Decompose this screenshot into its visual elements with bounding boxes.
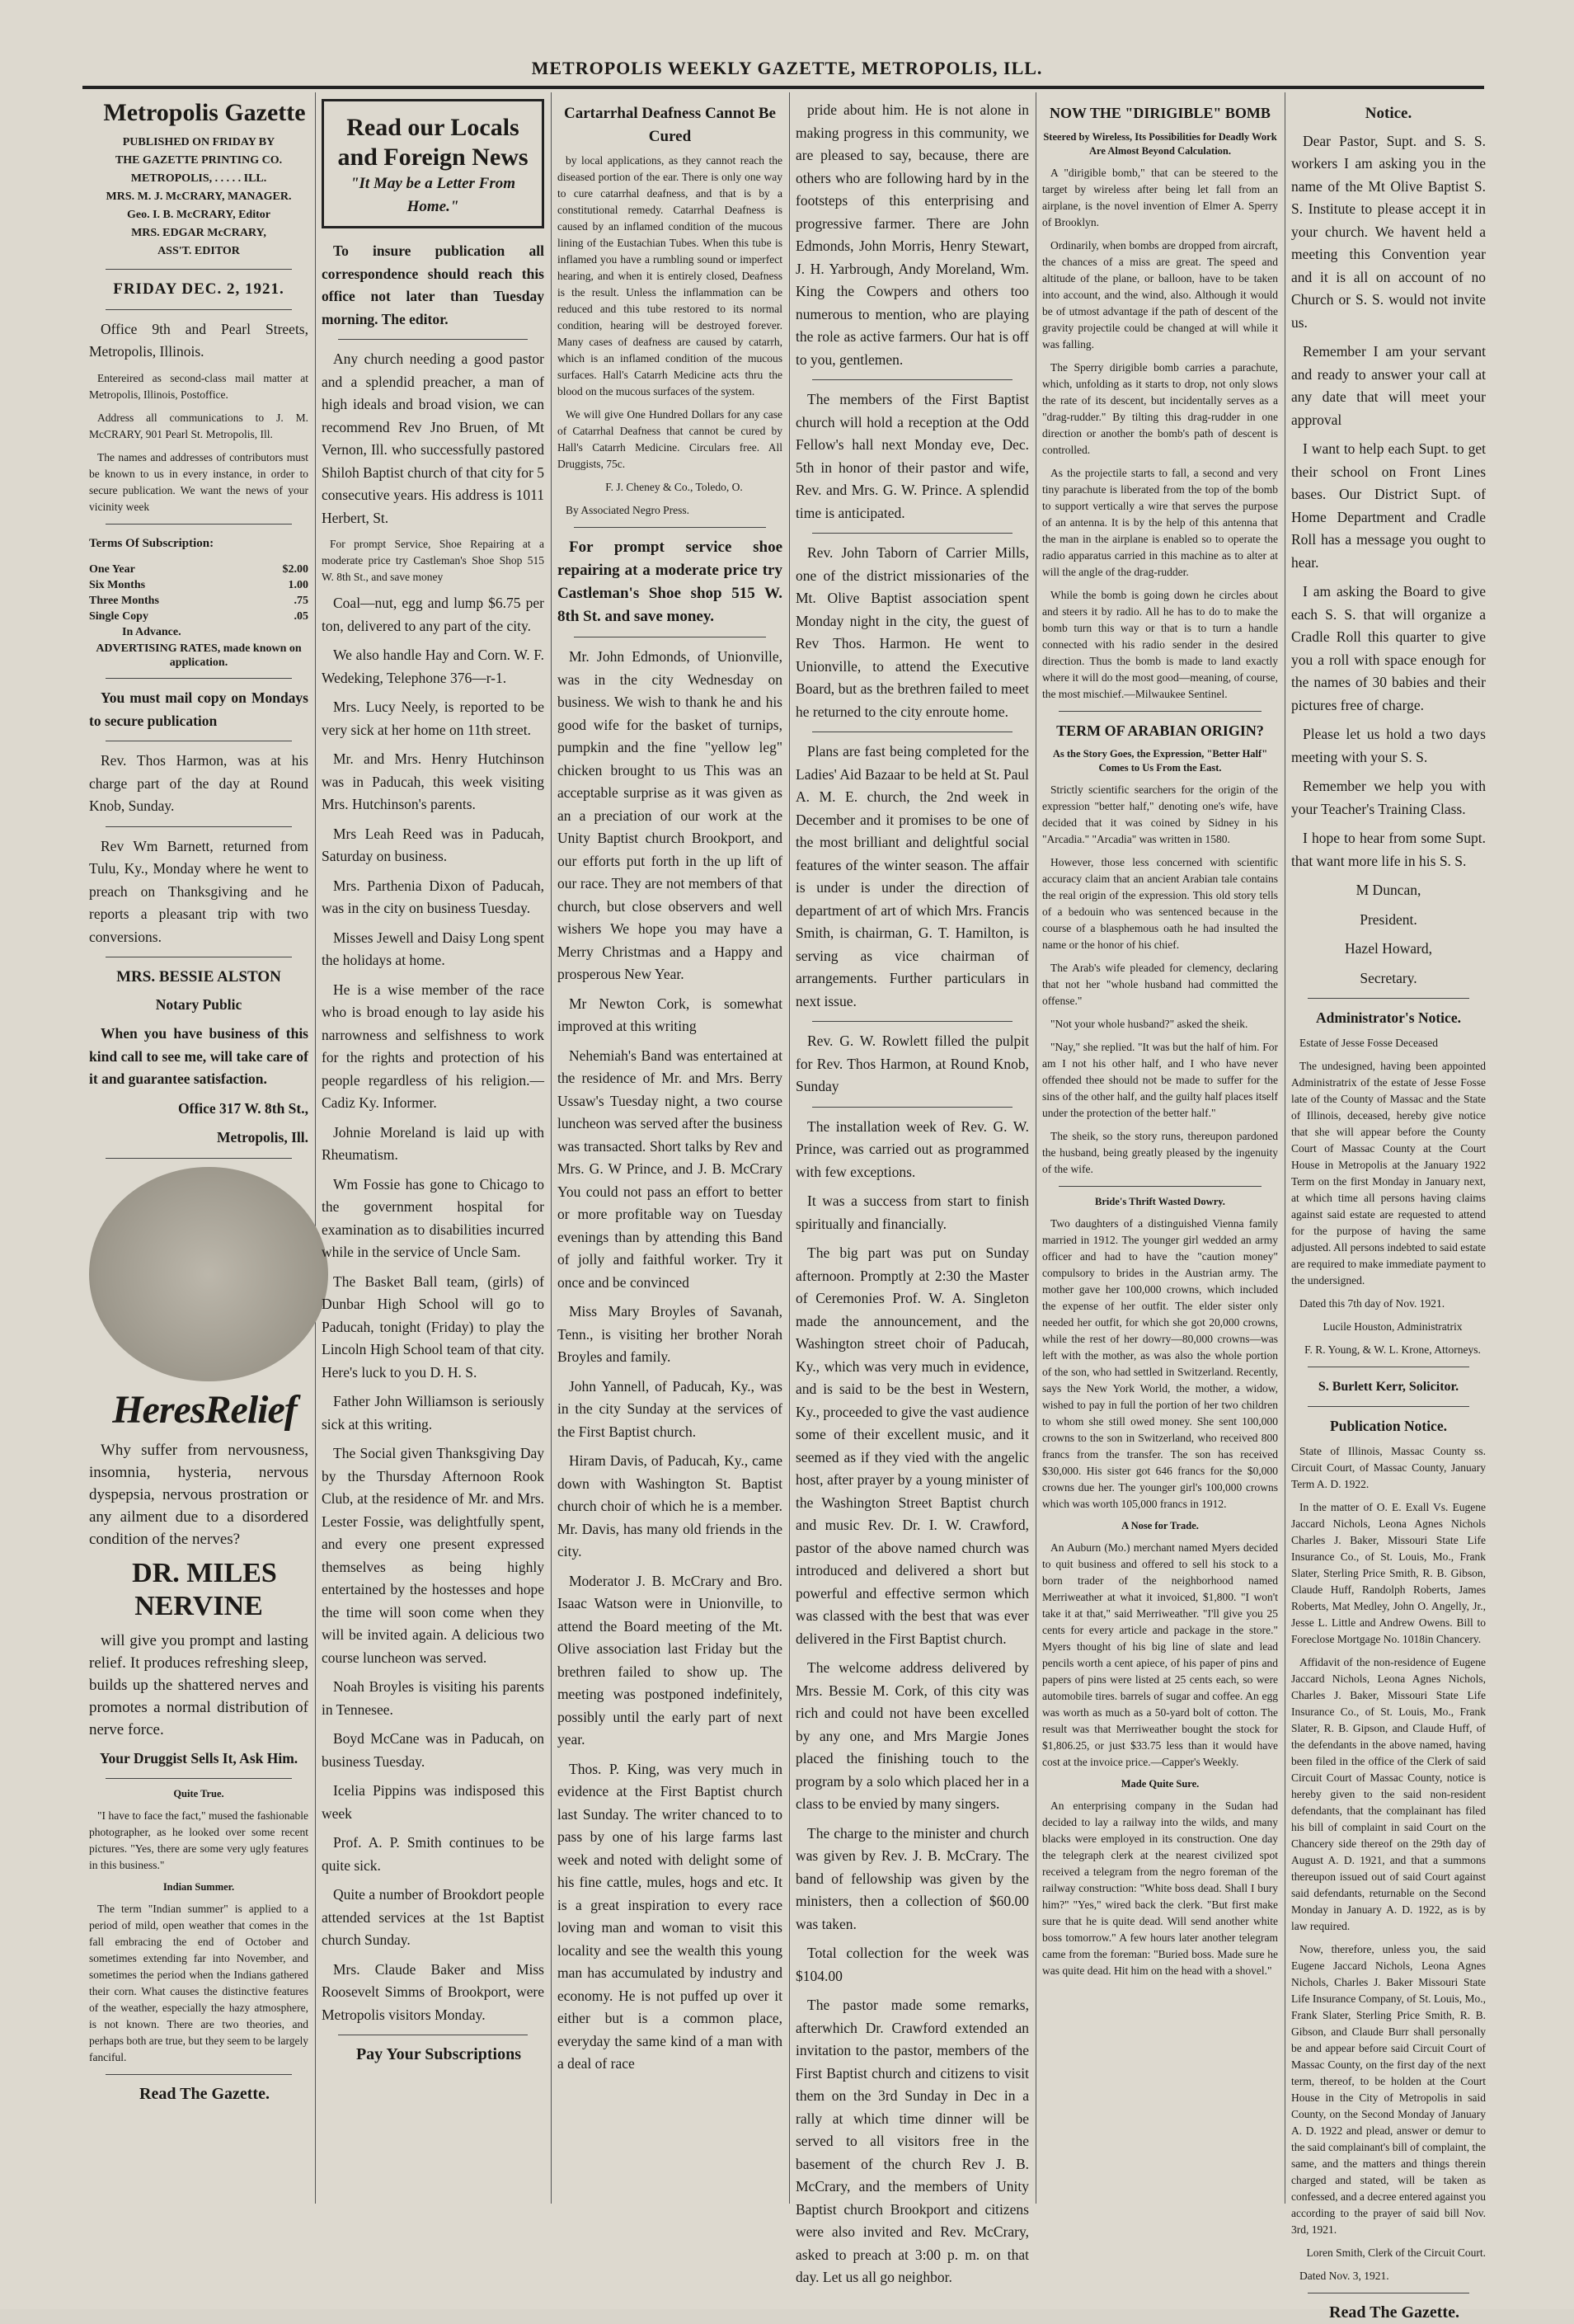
subscription-table: [89, 562, 308, 640]
divider: [106, 269, 292, 270]
publisher-line: ASS'T. EDITOR: [89, 242, 308, 261]
notice-headline: Notice.: [1291, 102, 1486, 125]
catarrh-offer: We will give One Hundred Dollars for any case of Catarrhal Deafness that cannot be cured by Hall's Catarrh Medicine. Circulars free. All Druggists, 75c.: [557, 407, 782, 473]
notary-text: When you have business of this kind call to see me, will take care of it and guarantee satisfaction.: [89, 1023, 308, 1091]
footer-slogan: Read The Gazette.: [1291, 2302, 1486, 2324]
article-paragraph: Two daughters of a distinguished Vienna family married in 1912. The younger girl wedded an army officer and had to have the "caution money" compulsory to brides in the Austrian army. The mother gave her 100,000 crowns, which included the expense of her outfit. The elder sister only needed her outfit, for which she got 20,000 crowns, while the rest of her dowry—80,000 crowns—was left with the mother, as was also the whole portion of the son, who had settled in Switzerland. Recently, says the New York World, the mother, a widow, wished to pay in full the portion of her two children to whom she still owed money. She sent 100,000 crowns to the son in Switzerland, who received 800 francs from the transfer. The son has received $30,000. His sister got 646 francs for the $0,000 crowns due her. The younger girl's 100,000 crowns which was worth 105,000 francs in 1912.: [1042, 1216, 1278, 1512]
divider: [1308, 1406, 1469, 1407]
column-6: [1291, 99, 1486, 2210]
local-item: The Social given Thanksgiving Day by the Thursday Afternoon Rook Club, at the residence of Mr. and Mrs. Lester Fossie, was delightfully spent, and every one present expressed themselves as being highly entertained by the hostesses and hope the time will soon come when they will be invited again. A delicious two course luncheon was served.: [322, 1442, 544, 1669]
locals-banner: [322, 99, 544, 228]
admin-signature: Lucile Houston, Administratrix: [1291, 1319, 1486, 1335]
divider: [812, 1107, 1013, 1108]
local-item: Moderator J. B. McCrary and Bro. Isaac Watson were in Unionville, to attend the Board meeting of the Mt. Olive association last Friday but the brethren failed to show up. The meeting was postponed indefinitely, possibly until the early part of next year.: [557, 1570, 782, 1752]
local-item: The members of the First Baptist church will hold a reception at the Odd Fellow's hall next Monday eve, Dec. 5th in honor of their pastor and wife, Rev. and Mrs. G. W. Prince. A splendid time is anticipated.: [796, 388, 1029, 525]
masthead-rule: [82, 86, 1484, 89]
local-item: Coal—nut, egg and lump $6.75 per ton, delivered to any part of the city.: [322, 592, 544, 637]
local-item: He is a wise member of the race who is broad enough to lay aside his narrowness and selfishness to work for the rights and protection of his people regardless of his religion.—Cadiz Ky. Informer.: [322, 979, 544, 1115]
term-label: Three Months: [89, 593, 159, 609]
local-item: For prompt Service, Shoe Repairing at a moderate price try Castleman's Shoe Shop 515 W. 8th St., and save money: [322, 536, 544, 586]
publisher-line: MRS. EDGAR McCRARY,: [89, 224, 308, 242]
local-item: The Basket Ball team, (girls) of Dunbar High School will go to Paducah, tonight (Friday) to play the Lincoln High School team of that city. Here's luck to you D. H. S.: [322, 1271, 544, 1385]
column-5: [1042, 99, 1278, 2210]
local-item: We also handle Hay and Corn. W. F. Wedeking, Telephone 376—r-1.: [322, 644, 544, 689]
divider: [1308, 998, 1469, 999]
column-divider: [789, 92, 790, 2204]
quite-true-title: Quite True.: [89, 1787, 308, 1801]
local-item: Mr. John Edmonds, of Unionville, was in the city Wednesday on business. We wish to thank he and his good wife for the basket of turnips, pumpkin and the fine "yellow leg" chicken brought to us This was an acceptable surprise as it was given as an a preciation of our work at the Unity Baptist church Brookport, and our efforts put forth in the up lift of our race. They are not members of that church, but close observers and well wishers We hope you may have a Merry Christmas and a Happy and prosperous New Year.: [557, 646, 782, 986]
divider: [106, 1158, 292, 1159]
notice-paragraph: I hope to hear from some Supt. that want more life in his S. S.: [1291, 827, 1486, 873]
subscription-row: [89, 593, 308, 609]
notice-paragraph: I am asking the Board to give each S. S. that will organize a Cradle Roll this quarter to give you a roll with space enough for the names of 30 babies and their pictures free of charge.: [1291, 581, 1486, 717]
divider: [574, 527, 766, 528]
office-address: Office 9th and Pearl Streets, Metropolis, Illinois.: [89, 318, 308, 364]
article-paragraph: Strictly scientific searchers for the origin of the expression "better half," denoting one's wife, have decided that it was coined by Sidney in his "Arcadia." "Arcadia" was written in 1580.: [1042, 782, 1278, 848]
local-item: Rev. John Taborn of Carrier Mills, one of the district missionaries of the Mt. Olive Baptist association spent Monday night in the city, the guest of Rev Thos. Harmon. He went to Unionville, to attend the Executive Board, but as the brethren failed to meet he returned to the city enroute home.: [796, 542, 1029, 723]
banner-subtitle: "It May be a Letter From Home.": [332, 172, 533, 218]
signature-line: President.: [1291, 909, 1486, 932]
local-item: The charge to the minister and church was given by Rev. J. B. McCrary. The band of fellowship was given by the ministers, then a collection of $60.00 was taken.: [796, 1823, 1029, 1936]
notary-city: Metropolis, Ill.: [89, 1127, 308, 1150]
estate-line: Estate of Jesse Fosse Deceased: [1291, 1035, 1486, 1051]
article-paragraph: The Arab's wife pleaded for clemency, declaring that not her "whole husband had committed the offense.": [1042, 960, 1278, 1009]
entered-note: Entereired as second-class mail matter at Metropolis, Illinois, Postoffice.: [89, 370, 308, 403]
local-item: Johnie Moreland is laid up with Rheumatism.: [322, 1122, 544, 1167]
local-item: Father John Williamson is seriously sick at this writing.: [322, 1390, 544, 1436]
catarrh-text: by local applications, as they cannot reach the diseased portion of the ear. There is only one way to cure catarrhal deafness, and that is by a constitutional remedy. Catarrhal Deafness is caused by an inflamed condition of the mucous lining of the Eustachian Tubes. When this tube is inflamed you have a rumbling sound or imperfect hearing, and when it is entirely closed, Deafness is the result. Unless the inflammation can be reduced and this tube restored to its normal condition, hearing will be destroyed forever. Many cases of deafness are caused by catarrh, which is an inflamed condition of the mucous surfaces. Hall's Catarrh Medicine acts thru the blood on the mucous surfaces of the system.: [557, 153, 782, 400]
term-label: Single Copy: [89, 609, 148, 624]
article-paragraph: However, those less concerned with scientific accuracy claim that an ancient Arabian tale contains the real origin of the expression. This old story tells of a bedouin who was sentenced because in the course of a blasphemous oath he had insulted the name or the honor of his chief.: [1042, 854, 1278, 953]
publication-paragraph: Affidavit of the non-residence of Eugene Jaccard Nichols, Leona Agnes Nichols, Charles J. Baker, Missouri State Life Insurance Co., of St. Louis, Mo., Frank Slater, R. B. Gipson, and Claude Huff, of the defendants in the above named, having been filed in the office of the Clerk of said Circuit Court of Massac County, notice is hereby given to the said non-resident defendants, that the complainant has filed his bill of complaint in said Court on the Chancery side thereof on the 29th day of August A. D. 1921, and that a summons thereupon issued out of said Court against said defendants, returnable on the Second Monday in January A. D. 1922, as is by law required.: [1291, 1654, 1486, 1935]
notice-paragraph: Dear Pastor, Supt. and S. S. workers I am asking you in the name of the Mt Olive Baptist S. S. Institute to please accept it in your church. We havent held a meeting this Convention year and it is all on account of no Church or S. S. would not invite us.: [1291, 130, 1486, 335]
signature-line: Secretary.: [1291, 967, 1486, 990]
local-item: Plans are fast being completed for the Ladies' Aid Bazaar to be held at St. Paul A. M. E. church, the 2nd week in December and it promises to be one of the most brilliant and delightful social features of the winter season. The affair is under is under the direction of department of art of which Mrs. Francis Smith, is chairman, G. T. Hamilton, is serving as vice chairman of arrangements. Further particulars in next issue.: [796, 741, 1029, 1013]
divider: [106, 2074, 292, 2075]
bomb-headline: NOW THE "DIRIGIBLE" BOMB: [1042, 102, 1278, 125]
article-paragraph: An Auburn (Mo.) merchant named Myers decided to quit business and offered to sell his stock to a born trader of the neighborhood named Merriweather at what it invoiced, $1,800. "I won't take it at that," said Merriweather. "I'll give you 25 cents for every article and package in the store." Myers thought of his big line of slate and lead pencils worth a cent apiece, of his paper of pins and papers of pins were listed at 25 cents each, so were automobile tires. barrels of sugar and coffee. An egg was worth as much as a 50-yard bolt of cotton. The result was that Merriweather bought the stock for $1,806.25, or just $33.75 less than it would have cost at the invoice price.—Capper's Weekly.: [1042, 1540, 1278, 1771]
article-paragraph: An enterprising company in the Sudan had decided to lay a railway into the wilds, and many blacks were employed in its construction. One day the telegraph clerk at the nearest civilized spot received a telegram from the negro foreman of the railway construction: "White boss dead. Shall I bury him?" "Yes," wired back the clerk. "But first make sure that he is quite dead. Will send another white boss tomorrow." A few hours later another telegram came from the foreman: "Buried boss. Made sure he was quite dead. Hit him on the head with a shovel.": [1042, 1798, 1278, 1979]
column-3: [557, 99, 782, 2210]
catarrh-headline: Cartarrhal Deafness Cannot Be Cured: [557, 102, 782, 148]
local-item: Prof. A. P. Smith continues to be quite sick.: [322, 1832, 544, 1877]
article-paragraph: A "dirigible bomb," that can be steered to the target by wireless after being let fall from an airplane, is the novel invention of Elmer A. Sperry of Brooklyn.: [1042, 165, 1278, 231]
divider: [106, 1778, 292, 1779]
bomb-subhead: Steered by Wireless, Its Possibilities for Deadly Work Are Almost Beyond Calculation.: [1042, 130, 1278, 158]
local-item: pride about him. He is not alone in making progress in this community, we are pleased to say, because, there are others who are following hard by in the footsteps of this enterprising and progressive farmer. There are John Edmonds, John Morris, Henry Stewart, J. H. Yarbrough, Andy Moreland, Wm. King the Cowpers and others too numerous to mention, who are playing the role as active farmers. Our hat is off to you, gentlemen.: [796, 99, 1029, 371]
notary-name: MRS. BESSIE ALSTON: [89, 966, 308, 989]
local-item: Total collection for the week was $104.00: [796, 1942, 1029, 1988]
local-item: Rev. G. W. Rowlett filled the pulpit for Rev. Thos Harmon, at Round Knob, Sunday: [796, 1030, 1029, 1098]
publication-signature: Loren Smith, Clerk of the Circuit Court.: [1291, 2245, 1486, 2261]
subscription-row: [89, 624, 308, 640]
notice-paragraph: Please let us hold a two days meeting with your S. S.: [1291, 723, 1486, 769]
local-item: Mr Newton Cork, is somewhat improved at this writing: [557, 993, 782, 1038]
article-paragraph: While the bomb is going down he circles about and steers it by radio. All he has to do to make the bomb turn this way or that is to turn a handle connected with his radio sender in the desired direction. Thus the bomb is made to land exactly where it will do the most good—meaning, of course, the most mischief.—Milwaukee Sentinel.: [1042, 587, 1278, 703]
subscription-row: [89, 609, 308, 624]
divider: [1059, 1186, 1262, 1187]
divider: [1059, 711, 1262, 712]
mail-copy-note: You must mail copy on Mondays to secure publication: [89, 687, 308, 732]
shoe-ad: For prompt service shoe repairing at a moderate price try Castleman's Shoe shop 515 W. 8th St. and save money.: [557, 536, 782, 628]
sure-headline: Made Quite Sure.: [1042, 1777, 1278, 1791]
publisher-line: METROPOLIS, . . . . . ILL.: [89, 170, 308, 188]
local-item: Mr. and Mrs. Henry Hutchinson was in Paducah, this week visiting Mrs. Hutchinson's parents.: [322, 748, 544, 816]
divider: [106, 826, 292, 827]
footer-slogan: Pay Your Subscriptions: [322, 2044, 544, 2067]
divider: [106, 524, 292, 525]
local-item: John Yannell, of Paducah, Ky., was in the city Sunday at the services of the First Baptist church.: [557, 1376, 782, 1444]
term-label: In Advance.: [122, 626, 181, 638]
ad-tagline: Your Druggist Sells It, Ask Him.: [89, 1748, 308, 1771]
column-divider: [551, 92, 552, 2204]
ad-brand: DR. MILES NERVINE: [89, 1557, 308, 1623]
local-item: Nehemiah's Band was entertained at the residence of Mr. and Mrs. Berry Ussaw's Tuesday night, a two course luncheon was served after the business was transacted. Short talks by Rev and Mrs. G. W Prince, and J. B. McCrary You could not pass an effort to better or more profitable way on Tuesday evenings than by attending this Band of jolly and faithful worker. Try it once and be convinced: [557, 1045, 782, 1295]
notice-paragraph: I want to help each Supt. to get their school on Front Lines bases. Our District Supt. of Home Department and Cradle Roll has a message you ought to hear.: [1291, 438, 1486, 574]
admin-attorneys: F. R. Young, & W. L. Krone, Attorneys.: [1291, 1342, 1486, 1358]
local-item: Rev. Thos Harmon, was at his charge part of the day at Round Knob, Sunday.: [89, 750, 308, 818]
publication-date: Dated Nov. 3, 1921.: [1291, 2268, 1486, 2284]
publisher-block: [89, 134, 308, 261]
ad-headline: HeresRelief: [89, 1388, 308, 1433]
signature-line: M Duncan,: [1291, 879, 1486, 902]
column-2: [322, 99, 544, 2210]
local-item: Misses Jewell and Daisy Long spent the holidays at home.: [322, 927, 544, 972]
publication-paragraph: Now, therefore, unless you, the said Eugene Jaccard Nichols, Leona Agnes Nichols, Charles J. Baker Missouri State Life Insurance Company, of St. Louis, Mo., Frank Slater, Sterling Price Smith, R. B. Gibson, and Claude Burr shall personally be and appear before said Circuit Court of Massac County, on the first day of the next term, thereof, to be holden at the Court House in the City of Metropolis in said County, on the Second Monday of January A. D. 1922 and plead, answer or demur to the said complainant's bill of complaint, the same, and the matters and things therein charged and stated, will be taken as confessed, and a decree entered against you according to the prayer of said bill Nov. 3rd, 1921.: [1291, 1941, 1486, 2238]
article-paragraph: "Nay," she replied. "It was but the half of him. For am I not his other half, and I who have never offended thee should not be made to suffer for the sins of the other half, and the guilty half places itself under the protection of the better half.": [1042, 1039, 1278, 1122]
local-item: The big part was put on Sunday afternoon. Promptly at 2:30 the Master of Ceremonies Prof. W. A. Singleton made the announcement, and the Washington street choir of Paducah, Ky., which was very much in evidence, and is said to be the best in Western, Ky., proceeded to give the vast audience some of their excellent music, and it seemed as if they vied with the angelic host, after prayer by a young minister of the Washington Street Baptist church and music Rev. Dr. I. W. Crawford, pastor of the above named church was introduced and delivered a short but powerful and effective sermon which was classed with the best that was ever delivered in the First Baptist church.: [796, 1242, 1029, 1650]
local-item: Icelia Pippins was indisposed this week: [322, 1780, 544, 1825]
term-label: Six Months: [89, 577, 145, 593]
arabian-subhead: As the Story Goes, the Expression, "Better Half" Comes to Us From the East.: [1042, 747, 1278, 775]
local-item: Noah Broyles is visiting his parents in Tennesee.: [322, 1676, 544, 1721]
local-item: Wm Fossie has gone to Chicago to the government hospital for examination as to disabilities incurred while in the service of Uncle Sam.: [322, 1174, 544, 1264]
publisher-line: Geo. I. B. McCRARY, Editor: [89, 206, 308, 224]
column-4: [796, 99, 1029, 2210]
ad-illustration: [89, 1167, 328, 1381]
local-item: Boyd McCane was in Paducah, on business Tuesday.: [322, 1728, 544, 1773]
local-item: Mrs. Parthenia Dixon of Paducah, was in the city on business Tuesday.: [322, 875, 544, 920]
article-paragraph: The sheik, so the story runs, thereupon pardoned the husband, being greatly pleased by the ingenuity of the wife.: [1042, 1128, 1278, 1178]
article-paragraph: As the projectile starts to fall, a second and very tiny parachute is liberated from the top of the bomb to support vertically a wire that serves the purpose of an antenna. It is by the help of this antenna that the man in the airplane is enabled so to operate the radio apparatus carried in this machine as to alter at will the angle of the drag-rudder.: [1042, 465, 1278, 581]
divider: [106, 309, 292, 310]
publisher-line: THE GAZETTE PRINTING CO.: [89, 152, 308, 170]
local-item: Quite a number of Brookdort people attended services at the 1st Baptist church Sunday.: [322, 1884, 544, 1952]
paper-title: Metropolis Gazette: [89, 99, 308, 127]
local-item: Hiram Davis, of Paducah, Ky., came down with Washington St. Baptist church choir of which he is a member. Mr. Davis, has many old friends in the city.: [557, 1450, 782, 1564]
quite-true-text: "I have to face the fact," mused the fashionable photographer, as he looked over some recent pictures. "Yes, there are some very ugly features in this business.": [89, 1808, 308, 1874]
solicitor-line: S. Burlett Kerr, Solicitor.: [1291, 1376, 1486, 1399]
dowry-headline: Bride's Thrift Wasted Dowry.: [1042, 1195, 1278, 1209]
contributors-note: The names and addresses of contributors must be known to us in every instance, in order to secure publication. We want the news of your vicinity week: [89, 449, 308, 515]
subscription-title: Terms Of Subscription:: [89, 533, 308, 556]
admin-headline: Administrator's Notice.: [1291, 1007, 1486, 1030]
divider: [812, 533, 1013, 534]
column-divider: [315, 92, 316, 2204]
running-head: METROPOLIS WEEKLY GAZETTE, METROPOLIS, ILL.: [0, 58, 1574, 79]
notice-paragraph: Remember we help you with your Teacher's Training Class.: [1291, 775, 1486, 821]
subscription-row: [89, 562, 308, 577]
catarrh-signature: F. J. Cheney & Co., Toledo, O.: [557, 479, 782, 496]
arabian-headline: TERM OF ARABIAN ORIGIN?: [1042, 720, 1278, 743]
admin-date: Dated this 7th day of Nov. 1921.: [1291, 1296, 1486, 1312]
banner-title: Read our Locals and Foreign News: [332, 113, 533, 172]
term-price: $2.00: [283, 562, 309, 577]
footer-slogan: Read The Gazette.: [89, 2083, 308, 2106]
column-1: [89, 99, 308, 2210]
term-label: One Year: [89, 562, 135, 577]
notary-title: Notary Public: [89, 994, 308, 1017]
local-item: Rev Wm Barnett, returned from Tulu, Ky., Monday where he went to preach on Thanksgiving and he reports a pleasant trip with two conversions.: [89, 835, 308, 949]
notice-paragraph: Remember I am your servant and ready to answer your call at any date that will meet your approval: [1291, 341, 1486, 431]
article-paragraph: "Not your whole husband?" asked the sheik.: [1042, 1016, 1278, 1033]
article-paragraph: Ordinarily, when bombs are dropped from aircraft, the chances of a miss are great. The speed and altitude of the plane, or balloon, have to be taken into account, and the wind, also. Although it would be of utmost advantage if the path of descent of the gravity projectile could be changed at will while it was falling.: [1042, 238, 1278, 353]
local-item: Any church needing a good pastor and a splendid preacher, a man of high ideals and broad vision, we can recommend Rev Jno Bruen, of Mt Vernon, Ill. who successfully pastored Shiloh Baptist church of that city for 5 consecutive years. His address is 1011 Herbert, St.: [322, 348, 544, 529]
trade-headline: A Nose for Trade.: [1042, 1519, 1278, 1533]
address-note: Address all communications to J. M. McCRARY, 901 Pearl St. Metropolis, Ill.: [89, 410, 308, 443]
ad-body-2: will give you prompt and lasting relief. It produces refreshing sleep, builds up the shattered nerves and promotes a normal distribution of nerve force.: [89, 1630, 308, 1741]
indian-summer-title: Indian Summer.: [89, 1880, 308, 1894]
article-paragraph: The Sperry dirigible bomb carries a parachute, which, unfolding as it starts to drop, not only slows the rate of its descent, but incidentally serves as a "drag-rudder." By tilting this drag-rudder in one direction or another the bomb's path of descent is controlled.: [1042, 360, 1278, 459]
notary-address: Office 317 W. 8th St.,: [89, 1098, 308, 1121]
divider: [812, 379, 1013, 380]
local-item: Thos. P. King, was very much in evidence at the First Baptist church last Sunday. The writer chanced to to pass by one of his large farms last week and noted with delight some of his fine cattle, mules, hogs and etc. It is a great inspiration to every race loving man and woman to visit this locality and see the wealth this young man has accumulated by industry and economy. He is not puffed up over it either but is a common place, everyday the same kind of a man with a deal of race: [557, 1758, 782, 2076]
correspondence-notice: To insure publication all correspondence should reach this office not later than Tuesday morning. The editor.: [322, 240, 544, 331]
term-price: .05: [294, 609, 309, 624]
press-credit: By Associated Negro Press.: [557, 502, 782, 519]
local-item: Mrs. Lucy Neely, is reported to be very sick at her home on 11th street.: [322, 696, 544, 741]
divider: [338, 339, 528, 340]
publisher-line: MRS. M. J. McCRARY, MANAGER.: [89, 188, 308, 206]
ad-body: Why suffer from nervousness, insomnia, hysteria, nervous dyspepsia, nervous prostration or any ailment due to a disordered condition of the nerves?: [89, 1439, 308, 1550]
local-item: Mrs Leah Reed was in Paducah, Saturday on business.: [322, 823, 544, 868]
publication-paragraph: In the matter of O. E. Exall Vs. Eugene Jaccard Nichols, Leona Agnes Nichols Charles J. Baker, Missouri State Life Insurance Co., of St. Louis, Mo., Frank Slater, Sterling Price Smith, R. B. Gibson, Claude Huff, Randolph Roberts, James Roberts, Mat Medley, John O. Angelly, Jr., Jesse L. Little and Andrew Owens. Bill to Foreclose Mortgage No. 1018in Chancery.: [1291, 1499, 1486, 1648]
divider: [812, 1021, 1013, 1022]
local-item: Mrs. Claude Baker and Miss Roosevelt Simms of Brookport, were Metropolis visitors Monday.: [322, 1959, 544, 2027]
local-item: The pastor made some remarks, afterwhich Dr. Crawford extended an invitation to the pastor, members of the First Baptist church and citizens to visit them on the 3rd Sunday in Dec in a rally at which time dinner will be served to all visitors free in the basement of the church Rev J. B. McCrary, and the members of Unity Baptist church Brookport and citizens were also invited and Rev. McCrary, asked to preach at 3:00 p. m. on that day. Let us all go neighbor.: [796, 1994, 1029, 2289]
admin-text: The undesigned, having been appointed Administratrix of the estate of Jesse Fosse late of the County of Massac and the State of Illinois, deceased, hereby give notice that she will appear before the County Court of Massac County at the Court House in Metropolis at the January 1922 Term on the first Monday in January next, at which time all persons having claims against said estate are requested to attend for the purpose of having the same adjusted. All persons indebted to said estate are required to make immediate payment to the undersigned.: [1291, 1058, 1486, 1289]
publication-paragraph: State of Illinois, Massac County ss. Circuit Court, of Massac County, January Term A. D. 1922.: [1291, 1443, 1486, 1493]
local-item: The installation week of Rev. G. W. Prince, was carried out as programmed with few exceptions.: [796, 1116, 1029, 1184]
local-item: The welcome address delivered by Mrs. Bessie M. Cork, of this city was rich and could not have been excelled by any one, and Mrs Margie Jones placed the finishing touch to the program by a solo which placed her in a class to be envied by many singers.: [796, 1657, 1029, 1816]
advertising-rates: ADVERTISING RATES, made known on application.: [89, 642, 308, 670]
publication-headline: Publication Notice.: [1291, 1415, 1486, 1438]
signature-line: Hazel Howard,: [1291, 938, 1486, 961]
term-price: 1.00: [289, 577, 309, 593]
subscription-row: [89, 577, 308, 593]
local-item: Miss Mary Broyles of Savanah, Tenn., is visiting her brother Norah Broyles and family.: [557, 1301, 782, 1369]
issue-date: FRIDAY DEC. 2, 1921.: [89, 278, 308, 301]
divider: [106, 678, 292, 679]
local-item: It was a success from start to finish spiritually and financially.: [796, 1190, 1029, 1235]
publisher-line: PUBLISHED ON FRIDAY BY: [89, 134, 308, 152]
term-price: .75: [294, 593, 309, 609]
indian-summer-text: The term "Indian summer" is applied to a period of mild, open weather that comes in the fall embracing the end of October and sometimes extending far into November, and sometimes the period when the Indians gathered their corn. What causes the distinctive features of the weather, especially the hazy atmosphere, is not known. There are two theories, and perhaps both are true, but they seem to be largely fanciful.: [89, 1901, 308, 2066]
